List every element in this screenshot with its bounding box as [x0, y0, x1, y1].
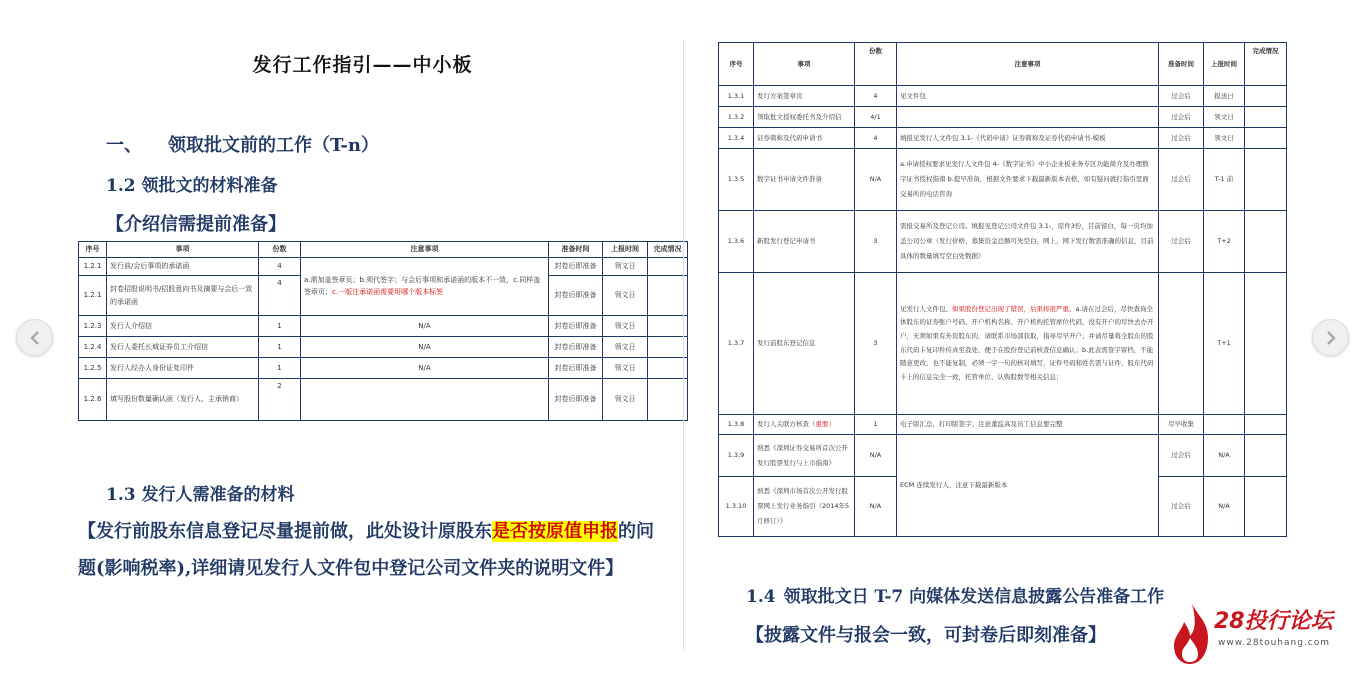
table-row: 1.3.6 新股发行登记申请书 3 需报交易所及登记公司。填报见登记公司文件包 3.1-，原件3份，目前留白，每一页均加盖公司公章（发行价格、募集资金总额可先空白，网上、网下发行数需准确的信息，目前具体的数量填写空白处数据） 过会后 T+2	[719, 211, 1287, 273]
table-row: 1.3.5 数字证书申请文件准备 N/A a.申请授权要求见发行人文件包 4-《数字证书》中小企业板业务专区功能简介及办理数字证书授权指南 b.提早准备，根据文件要求下载最新版本表格，如有疑问就打指引里面交易所的电话咨询 过会后 T-1 前	[719, 149, 1287, 211]
table-row: 1.2.1 封卷招股说明书/招股意向书及摘要与会后一致的承诺函 4 封卷后即准备 领文日	[79, 276, 688, 316]
table-1-2	[78, 241, 688, 421]
table-row: 1.3.8 发行人关联方核查（重要） 1 电子版汇总，打印版签字；注意董监高及员工信息要完整 尽早收集	[719, 415, 1287, 435]
merged-note-cell: ECM 连续发行人，注意下载最新版本	[897, 435, 1159, 537]
flame-icon	[1172, 602, 1212, 668]
table-row: 1.2.4 发行人委托长城证券员工介绍信 1 N/A 封卷后即准备 领文日	[79, 337, 688, 358]
table-header-row: 序号 事项 份数 注意事项 准备时间 上报时间 完成情况	[719, 43, 1287, 86]
bracket-note-1-4: 【披露文件与报会一致，可封卷后即刻准备】	[746, 625, 1106, 646]
paragraph-shareholder-info: 【发行前股东信息登记尽量提前做，此处设计原股东是否按原值申报的问题(影响税率),详细请见发行人文件包中登记公司文件夹的说明文件】	[78, 521, 654, 579]
logo-brand: 28投行论坛	[1214, 609, 1333, 634]
doc-title: 发行工作指引——中小板	[252, 54, 473, 76]
table-row: 1.3.4 证券简称及代码申请书 4 填报见发行人文件包 3.1-《代码申请》证券简称及证券代码申请书-模板 过会后 领文日	[719, 128, 1287, 149]
chevron-right-icon	[1324, 330, 1338, 346]
table-row: 1.2.1 发行前/会后事项的承诺函 4 a.需加盖签章页；b.须代签字；与会后事项和承诺函的版本不一致，c.同样盖签章页；c.一版注承诺函需要用哪个版本标签 封卷后即准备 领文日	[79, 258, 688, 276]
merged-note-cell: a.需加盖签章页；b.须代签字；与会后事项和承诺函的版本不一致，c.同样盖签章页；c.一版注承诺函需要用哪个版本标签	[301, 258, 549, 316]
highlight-original-value: 是否按原值申报	[492, 521, 618, 542]
site-logo	[1170, 600, 1360, 670]
subsection-1-4: 1.4 领取批文日 T-7 向媒体发送信息披露公告准备工作	[746, 587, 1165, 607]
table-row: 1.3.10 熟悉《深圳市场首次公开发行股票网上发行业务指引（2014年5月修订）》 N/A 过会后 N/A	[719, 477, 1287, 537]
subsection-1-3: 1.3 发行人需准备的材料	[106, 485, 295, 505]
table-row: 1.3.7 发行前股东登记信息 3 见发行人文件包。如果股份登记出现了错误，后果将很严重。a.请在过会后，尽快查询全体股东的证券账户号码、开户机构名称、开户机构托管席位代码，没有开户的尽快去办开户，无须如果有外资股东的，请联系市场部获取，指导尽早开户；并请尽量将全股东的股东代码卡复印件传真至我处，便于在股份登记前核查信息确认；b.此表需签字留档，不能随意更改，也不能复制，必须一字一句的核对填写，证件号码和姓名需与证件、股东代码卡上的信息完全一致，托管单位、认购股数等相关信息； T+1	[719, 273, 1287, 415]
table-row: 1.2.5 发行人经办人身份证复印件 1 N/A 封卷后即准备 领文日	[79, 358, 688, 379]
chevron-left-icon	[28, 330, 42, 346]
table-1-3	[718, 42, 1287, 537]
table-row: 1.2.3 发行人介绍信 1 N/A 封卷后即准备 领文日	[79, 316, 688, 337]
section-1-heading: 一、 领取批文前的工作（T-n）	[106, 135, 379, 156]
table-row: 1.3.2 领取批文授权委托书及介绍信 4/1 过会后 领文日	[719, 107, 1287, 128]
next-page-button[interactable]	[1312, 319, 1349, 356]
table-header-row: 序号 事项 份数 注意事项 准备时间 上报时间 完成情况	[79, 242, 688, 258]
table-row: 1.2.6 填写股份数量确认函（发行人、主承销商） 2 封卷后即准备 领文日	[79, 379, 688, 421]
right-page	[683, 0, 1366, 674]
table-row: 1.3.1 发行方案签章页 4 见文件包 过会后 报送日	[719, 86, 1287, 107]
subsection-1-2: 1.2 领批文的材料准备	[106, 176, 278, 196]
logo-url: www.28touhang.com	[1218, 638, 1331, 648]
prev-page-button[interactable]	[16, 319, 53, 356]
bracket-note-1-2: 【介绍信需提前准备】	[106, 214, 286, 235]
table-row: 1.3.9 熟悉《深圳证券交易所首次公开发行股票发行与上市指南》 N/A ECM 连续发行人，注意下载最新版本 过会后 N/A	[719, 435, 1287, 477]
